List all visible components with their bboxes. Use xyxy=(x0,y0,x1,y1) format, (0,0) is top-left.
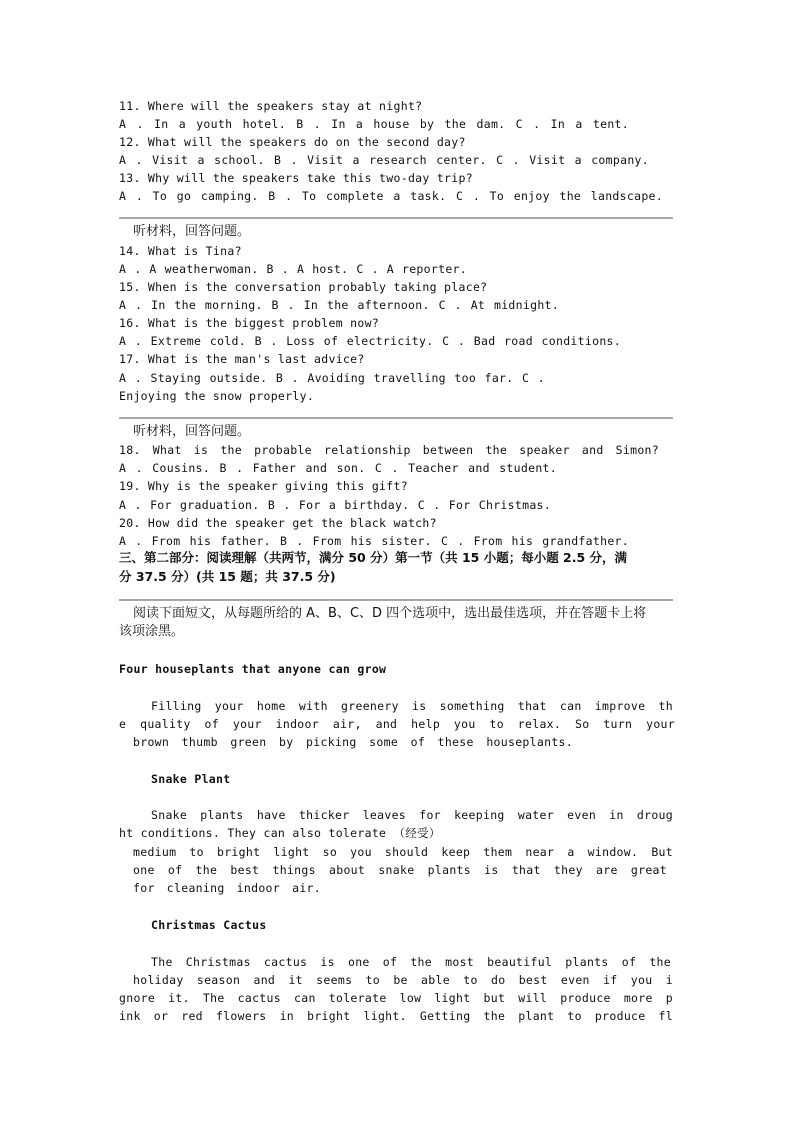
paragraph-line: one of the best things about snake plants is that they are great xyxy=(133,863,667,877)
part-heading: 三、第二部分：阅读理解（共两节，满分 50 分）第一节（共 15 小题；每小题 2.5 分，满 xyxy=(119,550,628,565)
section-divider xyxy=(119,599,673,601)
section-divider xyxy=(119,417,673,419)
subheading-snake-plant: Snake Plant xyxy=(151,772,231,786)
reading-instruction: 阅读下面短文，从每题所给的 A、B、C、D 四个选项中，选出最佳选项，并在答题卡上将 xyxy=(133,606,647,621)
question-20-options: A . From his father. B . From his sister. C . From his grandfather. xyxy=(119,534,629,548)
question-17-options-cont: Enjoying the snow properly. xyxy=(119,389,315,403)
question-17-options: A . Staying outside. B . Avoiding travelling too far. C . xyxy=(119,371,545,385)
paragraph-line: for cleaning indoor air. xyxy=(133,881,321,895)
question-13-options: A . To go camping. B . To complete a task. C . To enjoy the landscape. xyxy=(119,189,663,203)
question-19-options: A . For graduation. B . For a birthday. C . For Christmas. xyxy=(119,498,551,512)
question-18-options: A . Cousins. B . Father and son. C . Teacher and student. xyxy=(119,461,557,475)
question-20: 20. How did the speaker get the black watch? xyxy=(119,516,437,530)
question-11: 11. Where will the speakers stay at night? xyxy=(119,99,423,113)
section-intro: 听材料，回答问题。 xyxy=(133,224,251,239)
section-intro: 听材料，回答问题。 xyxy=(133,424,251,439)
question-16: 16. What is the biggest problem now? xyxy=(119,316,380,330)
section-divider xyxy=(119,217,673,219)
question-11-options: A . In a youth hotel. B . In a house by the dam. C . In a tent. xyxy=(119,117,629,131)
paragraph-line: ink or red flowers in bright light. Getting the plant to produce fl xyxy=(119,1009,673,1023)
question-12-options: A . Visit a school. B . Visit a research center. C . Visit a company. xyxy=(119,153,649,167)
subheading-christmas-cactus: Christmas Cactus xyxy=(151,918,267,932)
paragraph-line: holiday season and it seems to be able to do best even if you i xyxy=(133,973,673,987)
paragraph-line: Filling your home with greenery is something that can improve th xyxy=(151,699,673,713)
question-18: 18. What is the probable relationship between the speaker and Simon? xyxy=(119,443,659,457)
paragraph-line: The Christmas cactus is one of the most beautiful plants of the xyxy=(151,955,671,969)
question-17: 17. What is the man's last advice? xyxy=(119,352,365,366)
paragraph-line: ht conditions. They can also tolerate （经受） xyxy=(119,826,441,840)
question-14: 14. What is Tina? xyxy=(119,244,242,258)
question-13: 13. Why will the speakers take this two-day trip? xyxy=(119,171,473,185)
question-16-options: A . Extreme cold. B . Loss of electricity. C . Bad road conditions. xyxy=(119,334,621,348)
question-15-options: A . In the morning. B . In the afternoon. C . At midnight. xyxy=(119,298,559,312)
question-19: 19. Why is the speaker giving this gift? xyxy=(119,479,408,493)
reading-instruction-cont: 该项涂黑。 xyxy=(119,624,185,639)
paragraph-line: medium to bright light so you should keep them near a window. But xyxy=(133,845,673,859)
question-14-options: A . A weatherwoman. B . A host. C . A reporter. xyxy=(119,262,467,276)
question-12: 12. What will the speakers do on the second day? xyxy=(119,135,466,149)
part-heading-cont: 分 37.5 分）(共 15 题；共 37.5 分) xyxy=(119,569,336,584)
paragraph-line: e quality of your indoor air, and help you to relax. So turn your xyxy=(119,717,675,731)
paragraph-line: brown thumb green by picking some of these houseplants. xyxy=(133,735,573,749)
question-15: 15. When is the conversation probably taking place? xyxy=(119,280,488,294)
paragraph-line: gnore it. The cactus can tolerate low light but will produce more p xyxy=(119,991,673,1005)
passage-title: Four houseplants that anyone can grow xyxy=(119,662,387,676)
paragraph-line: Snake plants have thicker leaves for keeping water even in droug xyxy=(151,808,673,822)
